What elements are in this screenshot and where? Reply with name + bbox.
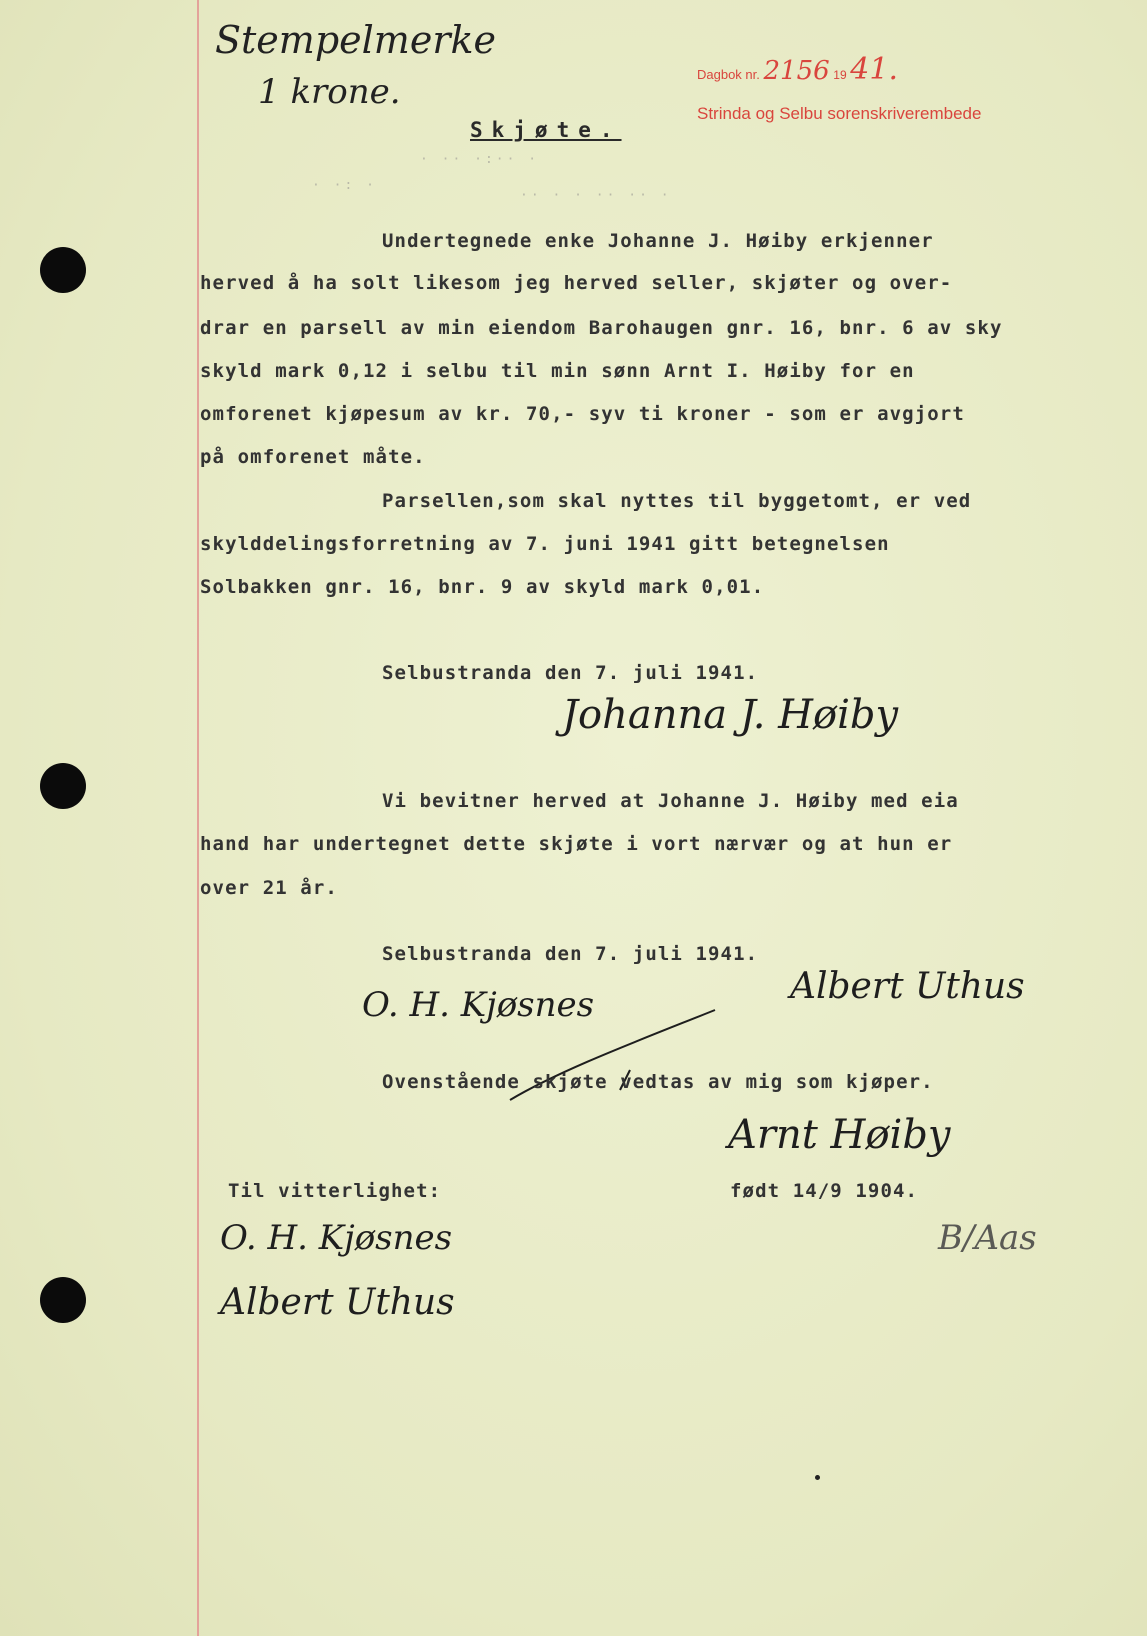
document-title: Skjøte.: [470, 118, 622, 142]
paragraph1-line: på omforenet måte.: [200, 446, 426, 468]
paragraph2-line: skylddelingsforretning av 7. juni 1941 gitt betegnelsen: [200, 533, 890, 555]
date-line: Selbustranda den 7. juli 1941.: [382, 662, 759, 684]
bleed-through-mark: ·· · · ·· ·· ·: [520, 188, 672, 203]
witness-signature: O. H. Kjøsnes: [220, 1218, 453, 1258]
marginal-initials: B/Aas: [938, 1218, 1037, 1258]
punch-hole: [40, 1277, 86, 1323]
paragraph1-line: skyld mark 0,12 i selbu til min sønn Arnt I. Høiby for en: [200, 360, 915, 382]
witness-signature: Albert Uthus: [220, 1282, 455, 1323]
dagbok-year-prefix: 19: [833, 68, 847, 82]
punch-hole: [40, 763, 86, 809]
paragraph1-line: Undertegnede enke Johanne J. Høiby erkjenner: [382, 230, 934, 252]
seller-signature: Johanna J. Høiby: [562, 692, 899, 738]
dagbok-prefix: Dagbok nr.: [697, 67, 760, 82]
paragraph1-line: herved å ha solt likesom jeg herved seller, skjøter og over-: [200, 272, 953, 294]
paragraph1-line: drar en parsell av min eiendom Barohaugen gnr. 16, bnr. 6 av sky: [200, 317, 1003, 339]
acceptance-line: Ovenstående skjøte vedtas av mig som kjøper.: [382, 1071, 934, 1093]
buyer-signature: Arnt Høiby: [728, 1112, 951, 1158]
punch-hole: [40, 247, 86, 293]
witness-signature: O. H. Kjøsnes: [362, 985, 595, 1025]
office-stamp: Strinda og Selbu sorenskriverembede: [697, 104, 982, 123]
dagbok-stamp: [697, 52, 898, 87]
stamp-note-line1: Stempelmerke: [215, 18, 496, 62]
signature-flourish: [500, 1000, 730, 1110]
witness-signature: Albert Uthus: [790, 966, 1025, 1007]
date-line: Selbustranda den 7. juli 1941.: [382, 943, 759, 965]
paragraph2-line: Parsellen,som skal nyttes til byggetomt, er ved: [382, 490, 972, 512]
dagbok-year: 41.: [850, 52, 898, 87]
paragraph2-line: Solbakken gnr. 16, bnr. 9 av skyld mark 0,01.: [200, 576, 765, 598]
dagbok-number: 2156: [763, 56, 830, 86]
margin-rule: [197, 0, 199, 1636]
bleed-through-mark: · ·· ·:·· ·: [420, 152, 540, 167]
witness-paragraph-line: hand har undertegnet dette skjøte i vort nærvær og at hun er: [200, 833, 953, 855]
til-vitterlighet-label: Til vitterlighet:: [228, 1180, 442, 1202]
paragraph1-line: omforenet kjøpesum av kr. 70,- syv ti kroner - som er avgjort: [200, 403, 965, 425]
bleed-through-mark: · ·: ·: [312, 178, 377, 193]
born-date-line: født 14/9 1904.: [730, 1180, 919, 1202]
witness-paragraph-line: Vi bevitner herved at Johanne J. Høiby med eia: [382, 790, 959, 812]
stamp-note-line2: 1 krone.: [258, 72, 401, 112]
ink-dot: [815, 1475, 820, 1480]
witness-paragraph-line: over 21 år.: [200, 877, 338, 899]
